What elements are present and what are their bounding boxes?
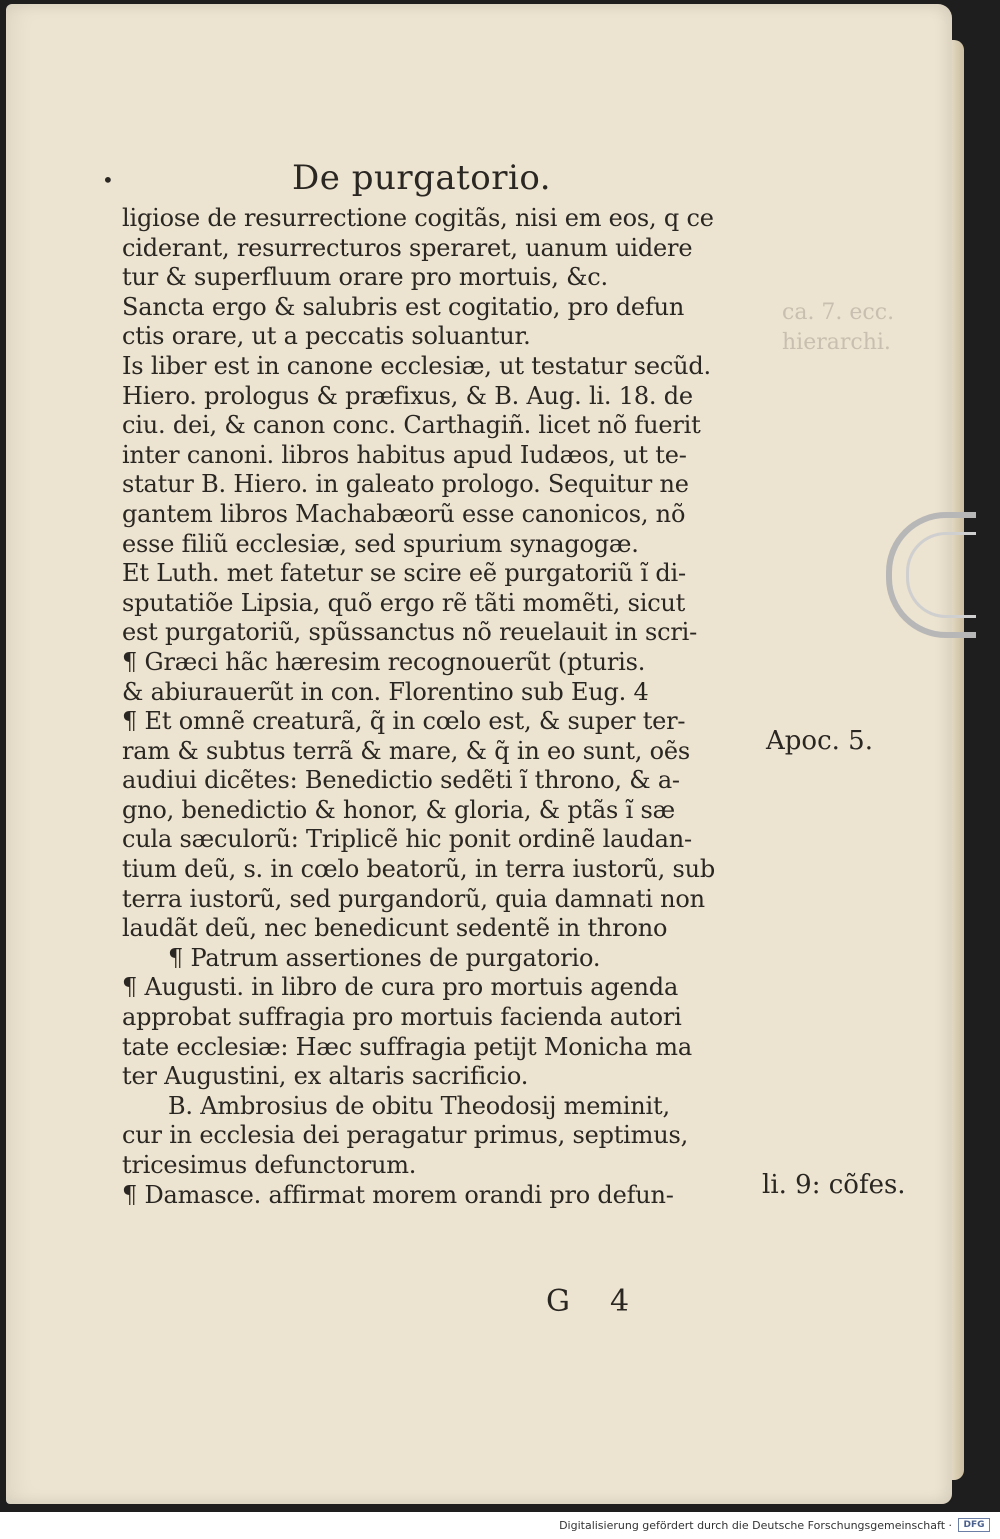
text-line: tur & superfluum orare pro mortuis, &c. [122,263,608,292]
running-head [102,158,662,202]
text-line: tium deũ, s. in cœlo beatorũ, in terra iustorũ, sub [122,855,716,884]
text-line: ¶ Græci hãc hæresim recognouerũt (pturis. [122,647,646,676]
signature-number: 4 [609,1284,670,1319]
text-line: Sancta ergo & salubris est cogitatio, pro defun [122,292,685,321]
text-line: tate ecclesiæ: Hæc suffragia petijt Monicha ma [122,1032,692,1061]
signature-letter: G [546,1284,610,1319]
text-line: B. Ambrosius de obitu Theodosij meminit, [168,1091,670,1120]
running-head-title: De purgatorio. [292,158,552,198]
text-line: ¶ Damasce. affirmat morem orandi pro defun- [122,1180,674,1209]
text-line: laudãt deũ, nec benedicunt sedentẽ in throno [122,914,668,943]
text-line: est purgatoriũ, spũssanctus nõ reuelauit in scri- [122,618,697,647]
bleed-through-note-2: hierarchi. [782,330,891,355]
text-line: ciderant, resurrecturos speraret, uanum uidere [122,233,693,262]
text-line: terra iustorũ, sed purgandorũ, quia damnati non [122,884,705,913]
dfg-logo-icon: DFG [958,1518,990,1532]
text-line: & abiurauerũt in con. Florentino sub Eug. 4 [122,677,649,706]
text-line: ram & subtus terrã & mare, & q̃ in eo sunt, oẽs [122,736,690,765]
text-line: tricesimus defunctorum. [122,1151,417,1179]
text-line: cur in ecclesia dei peragatur primus, septimus, [122,1121,689,1150]
margin-note-confess: li. 9: cõfes. [762,1170,906,1200]
text-line: audiui dicẽtes: Benedictio sedẽti ĩ throno, & a- [122,766,680,795]
text-line: Is liber est in canone ecclesiæ, ut testatur secũd. [122,351,711,380]
text-line: sputatiõe Lipsia, quõ ergo rẽ tãti momẽti, sicut [122,588,686,617]
text-line: ¶ Augusti. in libro de cura pro mortuis agenda [122,973,679,1002]
text-line: inter canoni. libros habitus apud Iudæos, ut te- [122,440,687,469]
signature-mark [546,1284,669,1319]
text-line: approbat suffragia pro mortuis facienda autori [122,1003,682,1032]
text-line: esse filiũ ecclesiæ, sed spurium synagogæ. [122,529,639,558]
body-text [122,204,762,1210]
funding-credit: Digitalisierung gefördert durch die Deutsche Forschungsgemeinschaft · [559,1519,952,1532]
book-page [6,4,952,1504]
bleed-through-note-1: ca. 7. ecc. [782,300,895,325]
text-line: ¶ Et omnẽ creaturã, q̃ in cœlo est, & super ter- [122,707,686,736]
text-line: Hiero. prologus & præfixus, & B. Aug. li. 18. de [122,381,693,410]
text-line: Et Luth. met fatetur se scire eẽ purgatoriũ ĩ di- [122,559,686,588]
paper-clip-inner-icon [906,532,976,618]
section-heading: ¶ Patrum assertiones de purgatorio. [168,943,601,972]
margin-note-apoc: Apoc. 5. [766,726,873,756]
footer-bar [0,1512,1000,1539]
text-line: ciu. dei, & canon conc. Carthagiñ. licet nõ fuerit [122,411,701,440]
text-line: statur B. Hiero. in galeato prologo. Sequitur ne [122,470,689,499]
text-line: gno, benedictio & honor, & gloria, & ptãs ĩ sæ [122,795,675,824]
running-head-mark: • [102,168,114,192]
text-line: gantem libros Machabæorũ esse canonicos, nõ [122,499,686,528]
text-line: ter Augustini, ex altaris sacrificio. [122,1062,529,1091]
text-line: ligiose de resurrectione cogitãs, nisi em eos, q ce [122,204,714,232]
text-line: cula sæculorũ: Triplicẽ hic ponit ordinẽ laudan- [122,825,692,854]
text-line: ctis orare, ut a peccatis soluantur. [122,322,531,351]
